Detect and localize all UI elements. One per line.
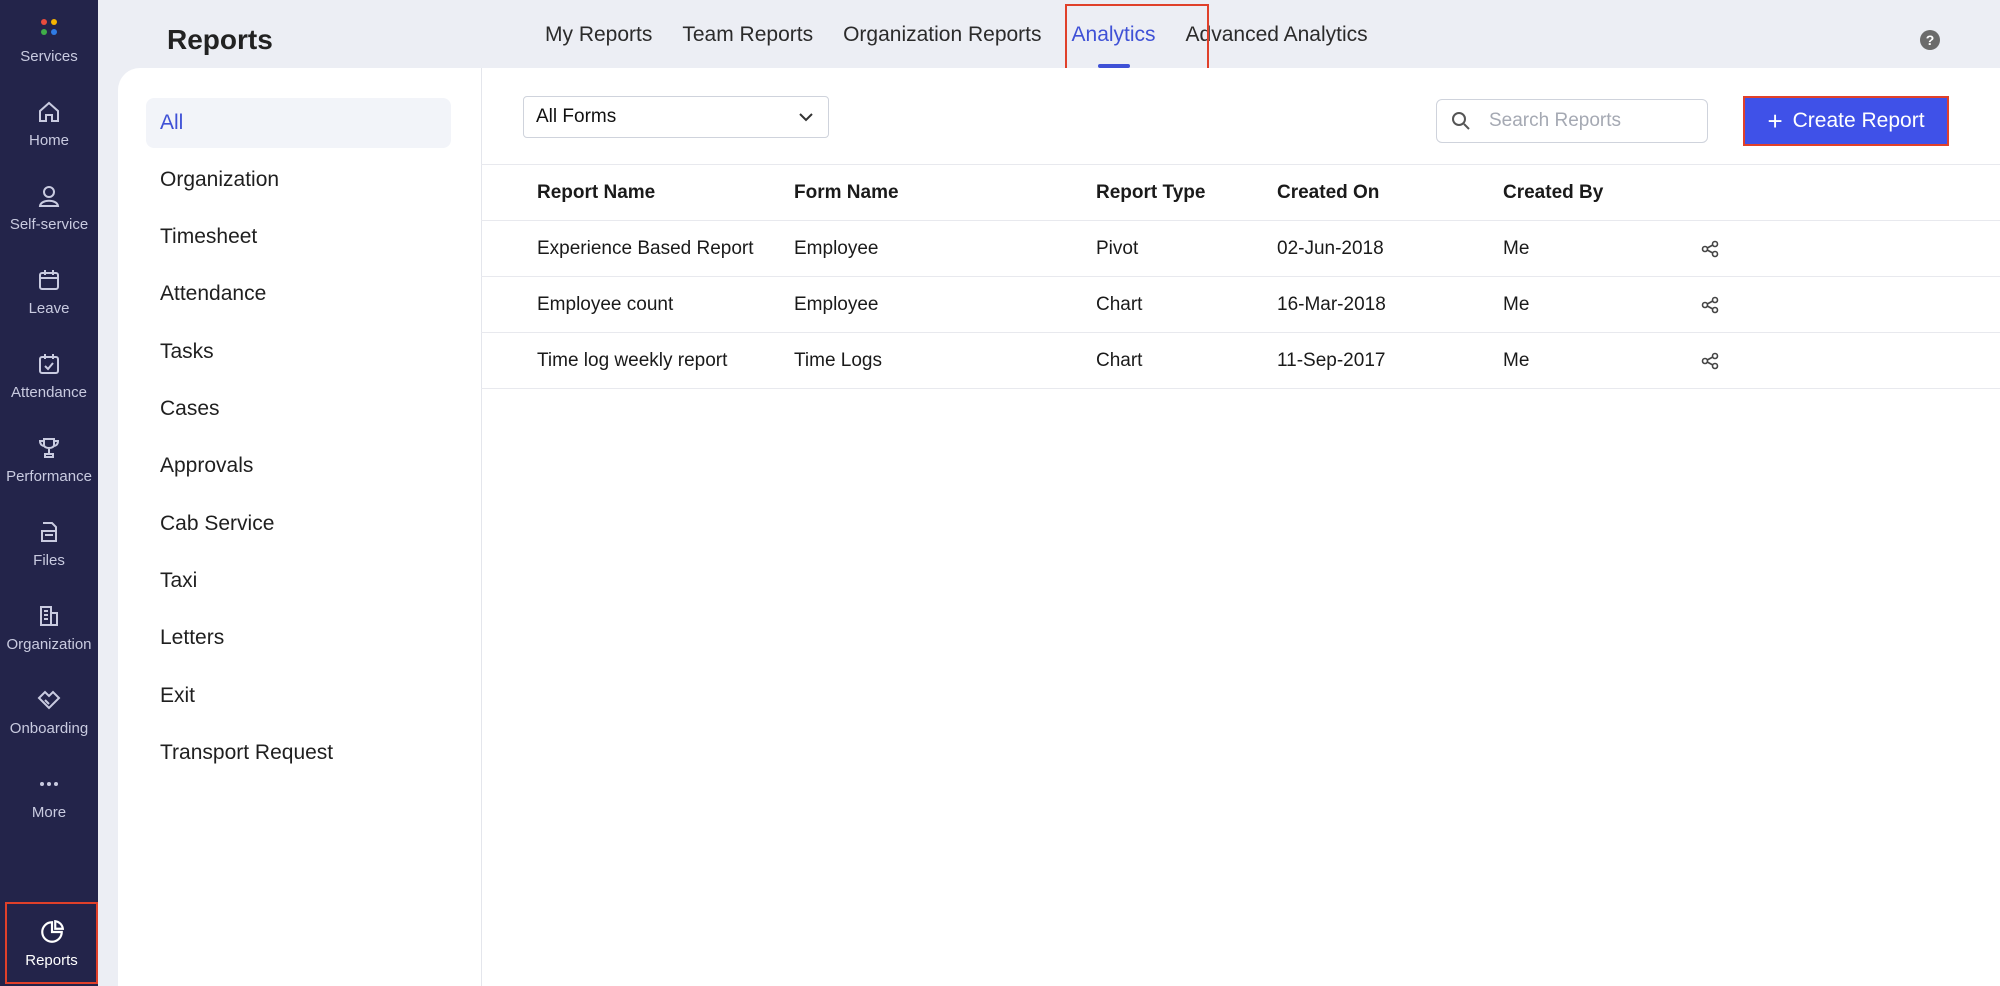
- created-on-cell: 11-Sep-2017: [1277, 349, 1386, 371]
- created-by-cell: Me: [1503, 237, 1530, 259]
- created-by-cell: Me: [1503, 293, 1530, 315]
- table-divider: [481, 388, 2000, 389]
- column-header-report-type[interactable]: Report Type: [1096, 181, 1206, 203]
- rail-item-self-service[interactable]: [0, 168, 98, 252]
- tab-analytics[interactable]: [1057, 0, 1171, 70]
- column-header-created-by[interactable]: Created By: [1503, 181, 1604, 203]
- reports-table: [481, 164, 2000, 389]
- rail-item-home[interactable]: [0, 84, 98, 168]
- rail-item-services[interactable]: [0, 0, 98, 84]
- rail-item-files[interactable]: [0, 504, 98, 588]
- search-input[interactable]: [1487, 109, 1691, 133]
- form-name-cell: Employee: [794, 293, 879, 315]
- files-icon: [35, 518, 63, 546]
- sidebar-item-letters[interactable]: Letters: [160, 626, 225, 649]
- create-report-label: Create Report: [1792, 109, 1925, 132]
- rail-label: Attendance: [11, 384, 87, 401]
- report-category-sidebar: [118, 68, 482, 986]
- rail-item-leave[interactable]: [0, 252, 98, 336]
- column-header-form-name[interactable]: Form Name: [794, 181, 899, 203]
- chevron-down-icon: [798, 109, 814, 131]
- search-icon: [1451, 110, 1473, 132]
- created-on-cell: 16-Mar-2018: [1277, 293, 1386, 315]
- calendar-check-icon: [35, 350, 63, 378]
- tab-advanced-analytics[interactable]: Advanced Analytics: [1185, 23, 1368, 46]
- column-header-created-on[interactable]: Created On: [1277, 181, 1380, 203]
- tab-team-reports[interactable]: Team Reports: [682, 23, 814, 46]
- home-icon: [35, 98, 63, 126]
- report-name-cell[interactable]: Time log weekly report: [537, 349, 728, 371]
- trophy-icon: [35, 434, 63, 462]
- report-type-cell: Chart: [1096, 349, 1143, 371]
- sidebar-item-organization[interactable]: Organization: [160, 168, 280, 191]
- main-panel: [118, 68, 2000, 986]
- tab-analytics-label: Analytics: [1071, 23, 1156, 46]
- rail-item-performance[interactable]: [0, 420, 98, 504]
- help-icon[interactable]: ?: [1920, 30, 1940, 50]
- pie-chart-icon: [38, 918, 66, 946]
- rail-label: Self-service: [9, 216, 89, 233]
- table-row[interactable]: [481, 332, 2000, 388]
- table-row[interactable]: [481, 220, 2000, 276]
- rail-item-organization[interactable]: [0, 588, 98, 672]
- rail-label: Files: [33, 552, 65, 569]
- form-name-cell: Employee: [794, 237, 879, 259]
- handshake-icon: [35, 686, 63, 714]
- top-tabs: [530, 0, 1383, 70]
- table-row[interactable]: [481, 276, 2000, 332]
- rail-label: Performance: [6, 468, 92, 485]
- share-icon[interactable]: [1701, 221, 1719, 276]
- sidebar-item-timesheet[interactable]: Timesheet: [160, 225, 258, 248]
- sidebar-item-cab-service[interactable]: Cab Service: [160, 512, 275, 535]
- create-report-button[interactable]: [1743, 96, 1949, 146]
- page-title: Reports: [167, 24, 273, 55]
- rail-label: Onboarding: [9, 720, 89, 737]
- rail-label: Home: [28, 132, 69, 149]
- forms-filter-select[interactable]: [523, 96, 829, 138]
- sidebar-item-approvals[interactable]: Approvals: [160, 454, 254, 477]
- report-type-cell: Pivot: [1096, 237, 1139, 259]
- services-dots-icon: [35, 14, 63, 42]
- report-type-cell: Chart: [1096, 293, 1143, 315]
- user-icon: [35, 182, 63, 210]
- calendar-icon: [35, 266, 63, 294]
- sidebar-item-exit[interactable]: Exit: [160, 684, 196, 707]
- more-icon: [35, 770, 63, 798]
- rail-label: Services: [20, 48, 78, 65]
- sidebar-item-attendance[interactable]: Attendance: [160, 282, 267, 305]
- sidebar-item-cases[interactable]: Cases: [160, 397, 220, 420]
- share-icon[interactable]: [1701, 277, 1719, 332]
- created-by-cell: Me: [1503, 349, 1530, 371]
- forms-filter-value: All Forms: [536, 106, 617, 127]
- rail-item-more[interactable]: [0, 756, 98, 840]
- sidebar-item-transport-request[interactable]: Transport Request: [160, 741, 334, 764]
- created-on-cell: 02-Jun-2018: [1277, 237, 1384, 259]
- rail-item-reports[interactable]: [5, 902, 98, 984]
- table-header-row: [481, 164, 2000, 220]
- rail-label: Leave: [28, 300, 70, 317]
- sidebar-item-tasks[interactable]: Tasks: [160, 340, 214, 363]
- reports-content: [481, 68, 2000, 986]
- rail-item-onboarding[interactable]: [0, 672, 98, 756]
- column-header-report-name[interactable]: Report Name: [537, 181, 656, 203]
- tab-organization-reports[interactable]: Organization Reports: [843, 23, 1042, 46]
- sidebar-item-taxi[interactable]: Taxi: [160, 569, 198, 592]
- rail-label: More: [31, 804, 67, 821]
- report-name-cell[interactable]: Employee count: [537, 293, 674, 315]
- building-icon: [35, 602, 63, 630]
- plus-icon: +: [1767, 106, 1783, 136]
- left-rail: [0, 0, 98, 986]
- rail-label: Reports: [25, 952, 78, 969]
- report-name-cell[interactable]: Experience Based Report: [537, 237, 754, 259]
- sidebar-item-all[interactable]: All: [146, 98, 451, 148]
- rail-label: Organization: [6, 636, 92, 653]
- share-icon[interactable]: [1701, 333, 1719, 388]
- rail-item-attendance[interactable]: [0, 336, 98, 420]
- search-box: [1436, 99, 1708, 143]
- form-name-cell: Time Logs: [794, 349, 882, 371]
- tab-my-reports[interactable]: My Reports: [545, 23, 653, 46]
